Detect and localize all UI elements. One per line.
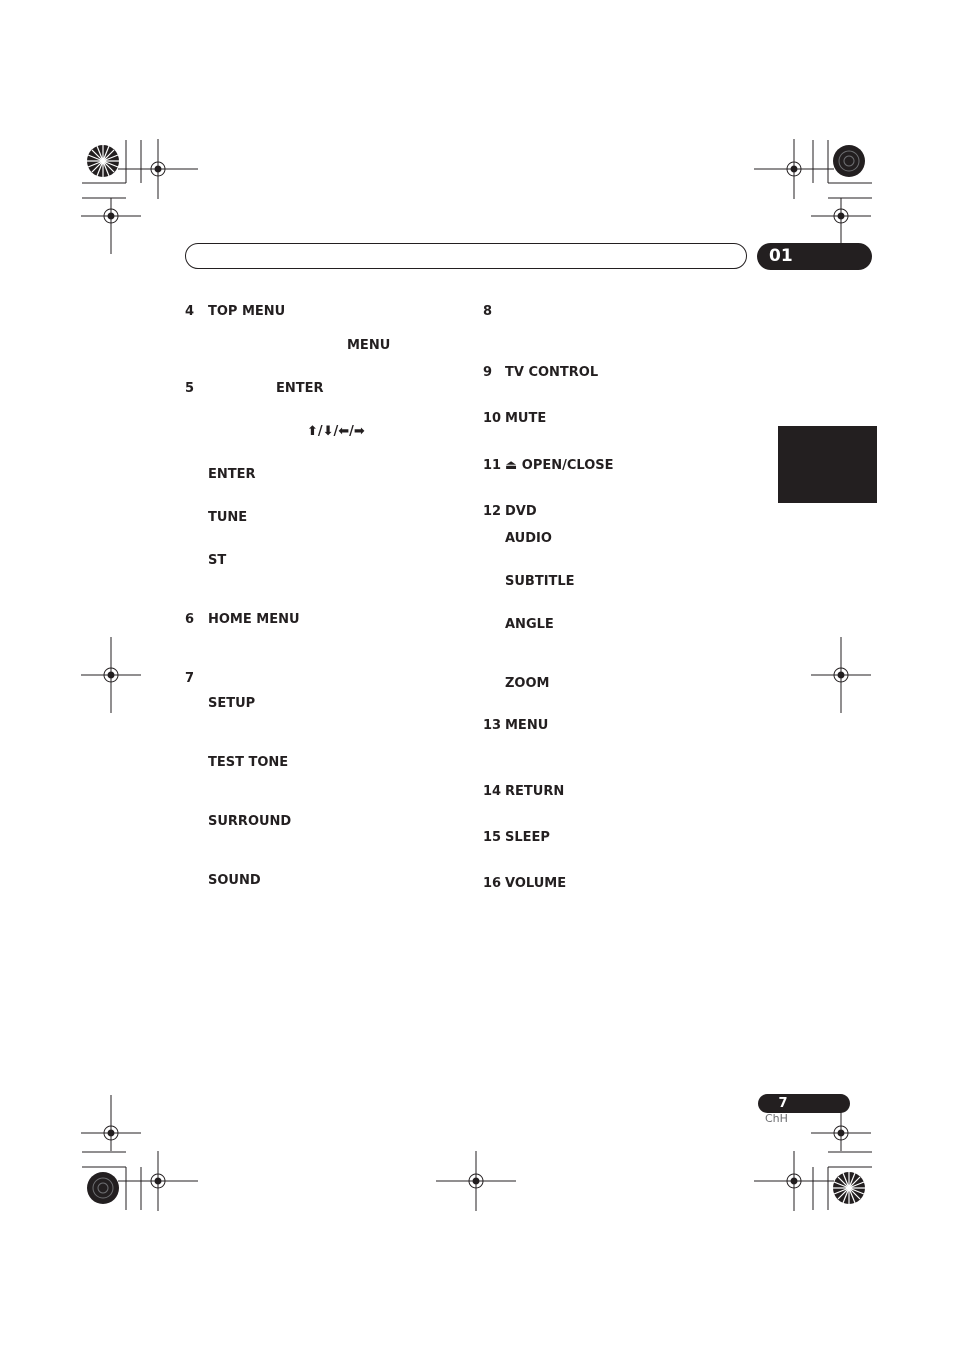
item-label: TOP MENU <box>208 304 286 319</box>
item-label: RETURN <box>505 784 565 799</box>
item-label: ANGLE <box>505 617 554 632</box>
item-label: MENU <box>347 338 391 353</box>
item-label: SETUP <box>208 696 256 711</box>
item-label: AUDIO <box>505 531 552 546</box>
item-number: 4 <box>185 304 195 319</box>
item-label: ⏏ OPEN/CLOSE <box>505 458 614 473</box>
item-number: 8 <box>483 304 493 319</box>
item-number: 10 <box>483 411 502 426</box>
item-label: ST <box>208 553 227 568</box>
page-number: 7 <box>778 1096 788 1111</box>
starburst-marks <box>87 145 865 1204</box>
item-number: 11 <box>483 458 502 473</box>
item-number: 5 <box>185 381 195 396</box>
item-label: SLEEP <box>505 830 550 845</box>
item-label: ENTER <box>276 381 324 396</box>
item-label: TUNE <box>208 510 248 525</box>
item-label: HOME MENU <box>208 612 300 627</box>
item-number: 12 <box>483 504 502 519</box>
language-code: ChH <box>765 1112 788 1125</box>
item-number: 6 <box>185 612 195 627</box>
item-number: 7 <box>185 671 195 686</box>
page-number-tab <box>758 1094 850 1113</box>
item-label: MENU <box>505 718 549 733</box>
header-bar <box>185 243 747 269</box>
item-label: ZOOM <box>505 676 550 691</box>
language-side-tab <box>778 426 877 503</box>
item-label: ENTER <box>208 467 256 482</box>
arrow-keys-label: ⬆/⬇/⬅/➡ <box>307 424 365 439</box>
item-number: 16 <box>483 876 502 891</box>
item-label: TV CONTROL <box>505 365 599 380</box>
item-number: 9 <box>483 365 493 380</box>
item-label: DVD <box>505 504 537 519</box>
chapter-tab <box>757 243 872 270</box>
item-number: 13 <box>483 718 502 733</box>
item-label: TEST TONE <box>208 755 289 770</box>
chapter-number: 01 <box>769 246 793 266</box>
item-label: VOLUME <box>505 876 567 891</box>
item-label: SURROUND <box>208 814 292 829</box>
item-label: MUTE <box>505 411 547 426</box>
item-number: 14 <box>483 784 502 799</box>
crosshair-targets <box>81 139 871 1211</box>
item-number: 15 <box>483 830 502 845</box>
item-label: SUBTITLE <box>505 574 575 589</box>
item-label: SOUND <box>208 873 261 888</box>
